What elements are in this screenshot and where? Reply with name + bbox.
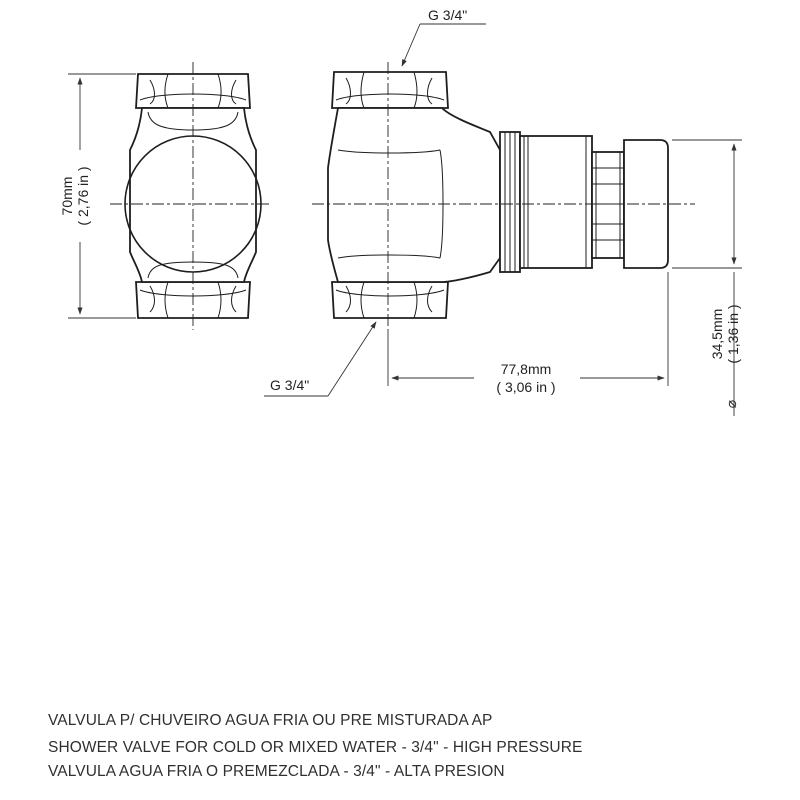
side-cartridge [520,136,592,268]
thread-top-label: G 3/4" [428,7,468,23]
height-mm-label: 70mm [59,176,75,216]
length-in-label: ( 3,06 in ) [496,379,556,395]
side-view [312,62,695,330]
length-mm-label: 77,8mm [500,361,552,377]
diameter-symbol: ⌀ [723,399,739,409]
thread-bottom-callout [264,322,376,396]
description-portuguese: VALVULA P/ CHUVEIRO AGUA FRIA OU PRE MISTURADA AP [48,712,493,729]
diameter-dimension [672,140,742,416]
thread-bottom-label: G 3/4" [270,377,310,393]
height-in-label: ( 2,76 in ) [75,166,91,226]
front-view [110,62,272,330]
diameter-mm-label: 34,5mm [709,308,725,360]
side-hex-stem [592,152,624,258]
description-spanish: VALVULA AGUA FRIA O PREMEZCLADA - 3/4" - ALTA PRESION [48,763,505,780]
side-top-nut [332,72,448,108]
thread-top-callout [402,7,486,66]
side-bottom-nut [332,282,448,318]
height-dimension [58,74,136,318]
diameter-in-label: ( 1,36 in ) [725,304,741,364]
description-english: SHOWER VALVE FOR COLD OR MIXED WATER - 3/4" - HIGH PRESSURE [48,739,583,756]
